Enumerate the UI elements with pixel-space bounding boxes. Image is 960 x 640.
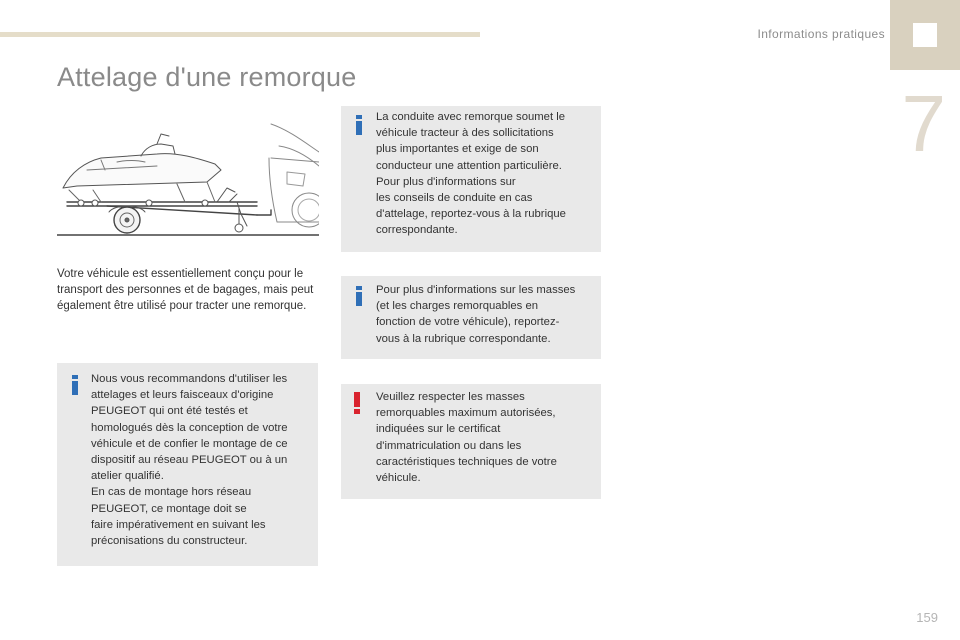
chapter-tab (890, 0, 960, 70)
warning-icon (352, 392, 362, 414)
info-icon (70, 375, 80, 395)
note-driving (341, 106, 601, 252)
page-title: Attelage d'une remorque (57, 62, 357, 92)
chapter-number: 7 (901, 79, 946, 168)
trailer-illustration (57, 122, 319, 240)
info-icon (354, 286, 364, 306)
header-rule (0, 32, 480, 37)
note-warning-text: Veuillez respecter les masses remorquables maximum autorisées, indiquées sur le certificat d'immatriculation ou dans les caractéristiques techniques de votre véhicule. (376, 391, 557, 485)
page-number: 159 (916, 610, 938, 625)
note-recommendation (57, 363, 318, 566)
note-recommendation-text: Nous vous recommandons d'utiliser les attelages et leurs faisceaux d'origine PEUGEOT qui ont été testés et homologués dès la conception de votre véhicule et de confier le montage de ce dispositif au réseau PEUGEOT ou à un atelier qualifié. En cas de montage hors réseau PEUGEOT, ce montage doit se faire impérativement en suivant les préconisations du constructeur. (91, 373, 288, 548)
section-name: Informations pratiques (757, 27, 885, 41)
info-icon (354, 115, 364, 135)
note-masses (341, 276, 601, 359)
note-masses-text: Pour plus d'informations sur les masses (et les charges remorquables en fonction de votre véhicule), reportez- vous à la rubrique correspondante. (376, 284, 576, 345)
note-driving-text: La conduite avec remorque soumet le véhicule tracteur à des sollicitations plus importantes et exige de son conducteur une attention particulière. Pour plus d'informations sur les conseils de conduite en cas d'attelage, reportez-vous à la rubrique correspondante. (376, 111, 566, 237)
chapter-square-icon (913, 23, 937, 47)
intro-paragraph: Votre véhicule est essentiellement conçu pour le transport des personnes et de bagages, mais peut également être utilisé pour tracter une remorque. (57, 268, 314, 313)
note-warning (341, 384, 601, 499)
